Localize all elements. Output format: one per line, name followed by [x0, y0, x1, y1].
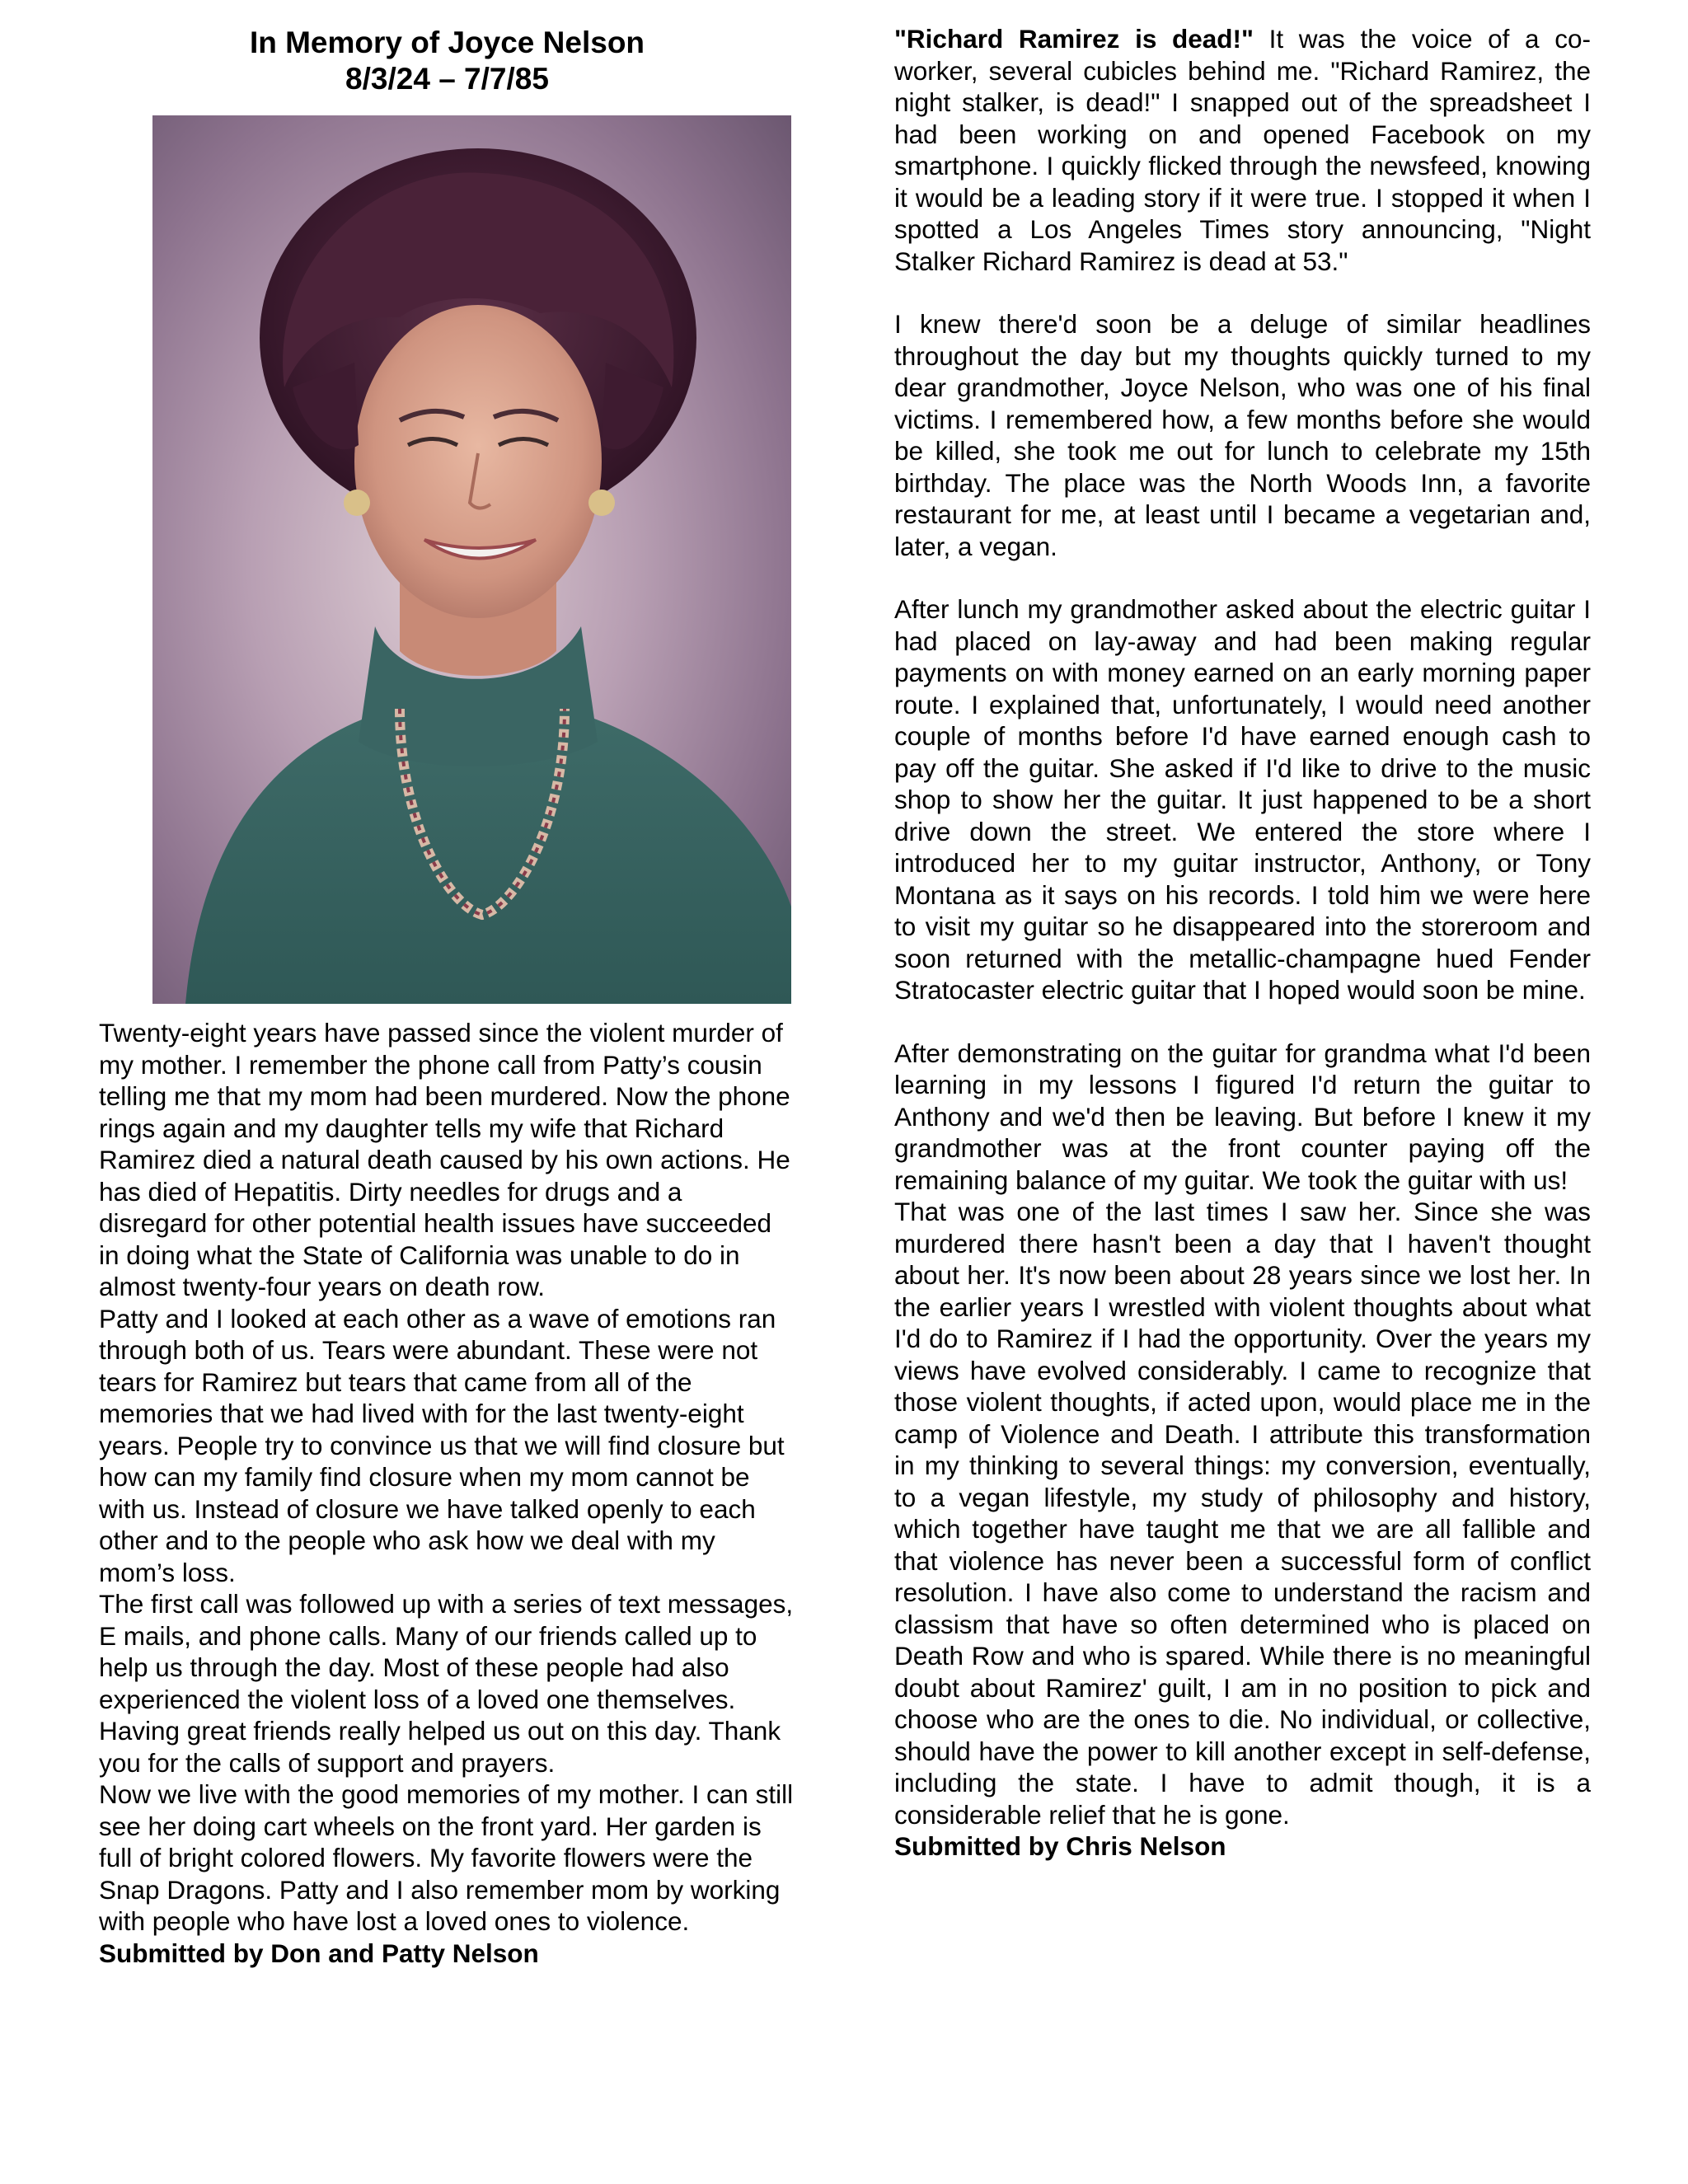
right-paragraph-1-body: It was the voice of a co-worker, several cubicles behind me. "Richard Ramirez, the night stalker, is dead!" I snapped out of the spreadsheet I had been working on and opened Facebook on my smartphone. I quickly flicked through the newsfeed, knowing it would be a leading story if it were true. I stopped it when I spotted a Los Angeles Times story announcing, "Night Stalker Richard Ramirez is dead at 53." [894, 24, 1591, 276]
paragraph-spacer [894, 277, 1591, 308]
right-paragraph-5: That was one of the last times I saw her. Since she was murdered there hasn't been a day that I haven't thought about her. It's now been about 28 years since we lost her. In the earlier years I wrestled with violent thoughts about what I'd do to Ramirez if I had the opportunity. Over the years my views have evolved considerably. I came to recognize that those violent thoughts, if acted upon, would place me in the camp of Violence and Death. I attribute this transformation in my thinking to several things: my conversion, eventually, to a vegan lifestyle, my study of philosophy and history, which together have taught me that we are all fallible and that violence has never been a successful form of conflict resolution. I have also come to understand the racism and classism that have so often determined who is placed on Death Row and who is spared. While there is no meaningful doubt about Ramirez' guilt, I am in no position to pick and choose who are the ones to die. No individual, or collective, should have the power to kill another except in self-defense, including the state. I have to admit though, it is a considerable relief that he is gone. [894, 1197, 1591, 1830]
right-paragraph-3: After lunch my grandmother asked about the electric guitar I had placed on lay-away and had been making regular payments on with money earned on an early morning paper route. I explained that, unfortunately, I would need another couple of months before I'd have earned enough cash to pay off the guitar. She asked if I'd like to drive to the music shop to show her the guitar. It just happened to be a short drive down the street. We entered the store where I introduced her to my guitar instructor, Anthony, or Tony Montana as it says on his records. I told him we were here to visit my guitar so he disappeared into the storeroom and soon returned with the metallic-champagne hued Fender Stratocaster electric guitar that I hoped would soon be mine. [894, 594, 1591, 1005]
memorial-title: In Memory of Joyce Nelson [249, 26, 645, 59]
left-column [99, 25, 795, 1969]
left-paragraph-3: The first call was followed up with a series of text messages, E mails, and phone calls. Many of our friends called up to help us through the day. Most of these people had also experienced the violent loss of a loved one themselves. Having great friends really helped us out on this day. Thank you for the calls of support and prayers. [99, 1589, 794, 1778]
left-signature: Submitted by Don and Patty Nelson [99, 1938, 539, 1968]
right-paragraph-4: After demonstrating on the guitar for grandma what I'd been learning in my lessons I figured I'd return the guitar to Anthony and we'd then be leaving. But before I knew it my grandmother was at the front counter paying off the remaining balance of my guitar. We took the guitar with us! [894, 1038, 1591, 1195]
left-paragraph-4: Now we live with the good memories of my mother. I can still see her doing cart wheels on the front yard. Her garden is full of bright colored flowers. My favorite flowers were the Snap Dragons. Patty and I also remember mom by working with people who have lost a loved ones to violence. [99, 1779, 794, 1936]
right-column [894, 23, 1591, 1863]
paragraph-spacer [894, 562, 1591, 593]
lead-quote: "Richard Ramirez is dead!" [894, 24, 1254, 54]
left-paragraph-1: Twenty-eight years have passed since the violent murder of my mother. I remember the phone call from Patty’s cousin telling me that my mom had been murdered. Now the phone rings again and my daughter tells my wife that Richard Ramirez died a natural death caused by his own actions. He has died of Hepatitis. Dirty needles for drugs and a disregard for other potential health issues have succeeded in doing what the State of California was unable to do in almost twenty-four years on death row. [99, 1018, 790, 1301]
right-paragraph-1 [894, 23, 1591, 277]
left-article [99, 1017, 795, 1969]
paragraph-spacer [894, 1006, 1591, 1038]
left-paragraph-2: Patty and I looked at each other as a wave of emotions ran through both of us. Tears were abundant. These were not tears for Ramirez but tears that came from all of the memories that we had lived with for the last twenty-eight years. People try to convince us that we will find closure but how can my family find closure when my mom cannot be with us. Instead of closure we have talked openly to each other and to the people who ask how we deal with my mom’s loss. [99, 1303, 785, 1587]
memorial-dates: 8/3/24 – 7/7/85 [345, 62, 549, 96]
portrait-illustration [152, 115, 791, 1004]
right-signature: Submitted by Chris Nelson [894, 1831, 1226, 1861]
right-paragraph-2: I knew there'd soon be a deluge of similar headlines throughout the day but my thoughts quickly turned to my dear grandmother, Joyce Nelson, who was one of his final victims. I remembered how, a few months before she would be killed, she took me out for lunch to celebrate my 15th birthday. The place was the North Woods Inn, a favorite restaurant for me, at least until I became a vegetarian and, later, a vegan. [894, 309, 1591, 561]
portrait-photo [152, 115, 791, 1004]
